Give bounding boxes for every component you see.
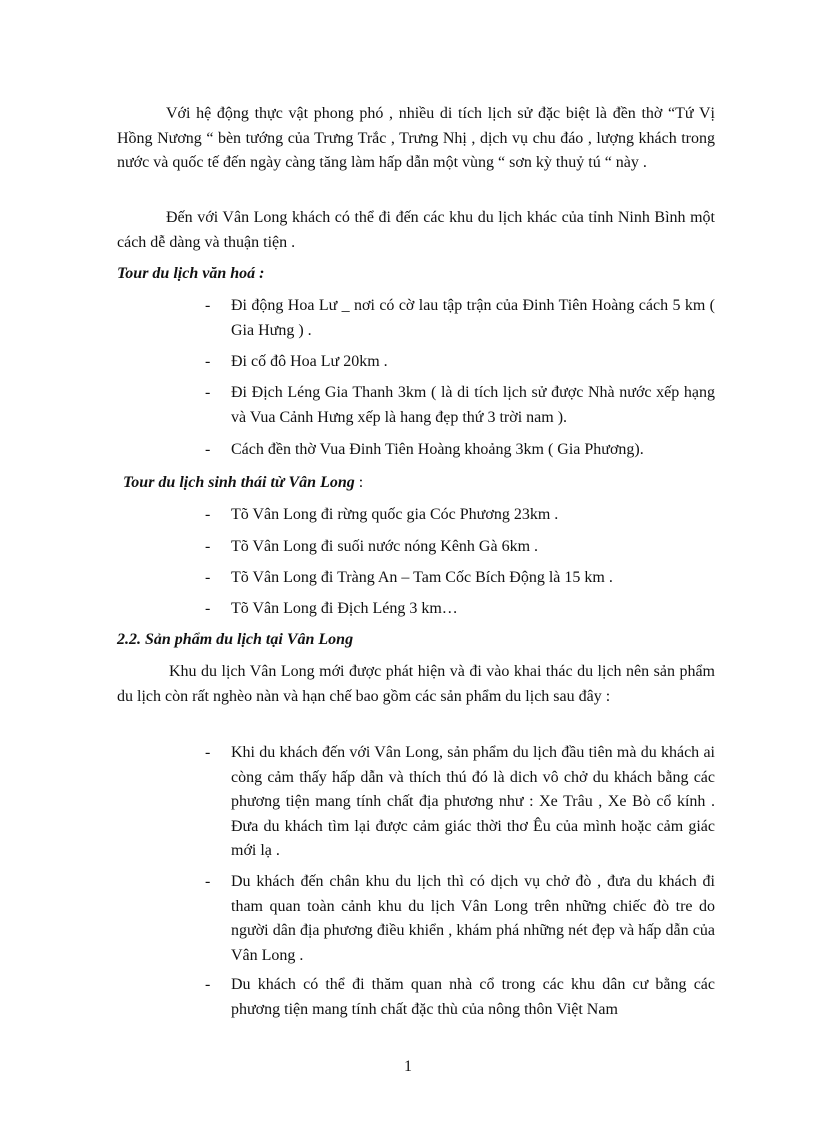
bullet-dash: - — [205, 873, 211, 890]
product-item-text: Khi du khách đến với Vân Long, sản phẩm du lịch đầu tiên mà du khách ai còng cảm thấy hấp dẫn và thích thú đó là dich vô chở du khách bằng các phương tiện mang tính chất địa phương như : Xe Trâu , Xe Bò cổ kính . Đưa du khách tìm lại được cảm giác thời thơ Êu của mình hoặc cảm giác mới lạ . — [231, 744, 715, 859]
culture-tour-item-text: Đi Địch Léng Gia Thanh 3km ( là di tích lịch sử được Nhà nước xếp hạng và Vua Cảnh Hưng xếp là hang đẹp thứ 3 trời nam ). — [231, 384, 715, 426]
bullet-dash: - — [205, 538, 211, 555]
bullet-dash: - — [205, 600, 211, 617]
section-intro-paragraph: Khu du lịch Vân Long mới được phát hiện và đi vào khai thác du lịch nên sản phẩm du lịch còn rất nghèo nàn và hạn chế bao gồm các sản phẩm du lịch sau đây : — [117, 663, 715, 705]
culture-tour-item-text: Cách đền thờ Vua Đinh Tiên Hoàng khoảng 3km ( Gia Phương). — [231, 441, 644, 458]
product-item-text: Du khách đến chân khu du lịch thì có dịch vụ chở đò , đưa du khách đi tham quan toàn cảnh khu du lịch Vân Long trên những chiếc đò tre do người dân địa phương điều khiển , khám phá những nét đẹp và hấp dẫn của Vân Long . — [231, 873, 715, 964]
eco-tour-item-text: Tõ Vân Long đi Địch Léng 3 km… — [231, 600, 458, 617]
eco-tour-item-text: Tõ Vân Long đi rừng quốc gia Cóc Phương 23km . — [231, 506, 559, 523]
culture-tour-item-text: Đi động Hoa Lư _ nơi có cờ lau tập trận của Đinh Tiên Hoàng cách 5 km ( Gia Hưng ) . — [231, 297, 715, 339]
bullet-dash: - — [205, 297, 211, 314]
bullet-dash: - — [205, 569, 211, 586]
page-number: 1 — [404, 1058, 412, 1075]
intro-paragraph-1: Với hệ động thực vật phong phó , nhiều di tích lịch sử đặc biệt là đền thờ “Tứ Vị Hồng Nương “ bèn tướng của Trưng Trắc , Trưng Nhị , dịch vụ chu đáo , lượng khách trong nước và quốc tế đến ngày càng tăng làm hấp dẫn một vùng “ sơn kỳ thuỷ tú “ này . — [117, 105, 715, 171]
bullet-dash: - — [205, 976, 211, 993]
culture-tour-heading: Tour du lịch văn hoá : — [117, 265, 265, 282]
section-heading: 2.2. Sản phẩm du lịch tại Vân Long — [117, 631, 354, 648]
eco-tour-heading-colon: : — [354, 474, 364, 491]
culture-tour-item-text: Đi cố đô Hoa Lư 20km . — [231, 353, 388, 370]
bullet-dash: - — [205, 384, 211, 401]
bullet-dash: - — [205, 353, 211, 370]
eco-tour-item-text: Tõ Vân Long đi Tràng An – Tam Cốc Bích Động là 15 km . — [231, 569, 613, 586]
eco-tour-heading — [123, 472, 363, 494]
product-item-text: Du khách có thể đi thăm quan nhà cổ trong các khu dân cư bằng các phương tiện mang tính chất đặc thù của nông thôn Việt Nam — [231, 976, 715, 1018]
bullet-dash: - — [205, 744, 211, 761]
bullet-dash: - — [205, 441, 211, 458]
bullet-dash: - — [205, 506, 211, 523]
eco-tour-item-text: Tõ Vân Long đi suối nước nóng Kênh Gà 6km . — [231, 538, 539, 555]
eco-tour-heading-text: Tour du lịch sinh thái từ Vân Long — [123, 474, 355, 491]
intro-paragraph-2: Đến với Vân Long khách có thể đi đến các khu du lịch khác của tỉnh Ninh Bình một cách dễ dàng và thuận tiện . — [117, 209, 715, 251]
